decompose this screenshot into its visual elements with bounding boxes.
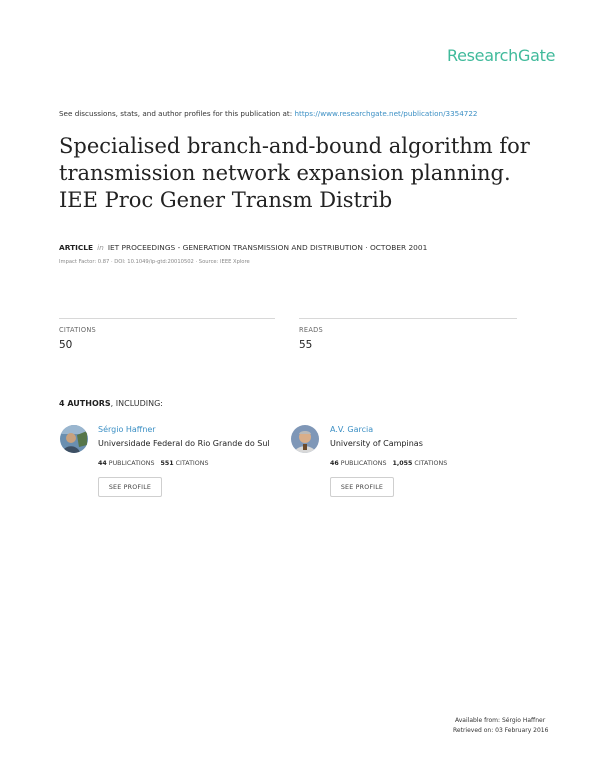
author-publications-count: 46: [330, 460, 339, 467]
impact-line: Impact Factor: 0.87 · DOI: 10.1049/ip-gtd:20010502 · Source: IEEE Xplore: [59, 259, 250, 265]
publication-venue: IET PROCEEDINGS - GENERATION TRANSMISSION AND DISTRIBUTION · OCTOBER 2001: [107, 243, 428, 252]
reads-label: READS: [299, 326, 324, 334]
publication-meta: [59, 243, 427, 252]
citations-label: CITATIONS: [59, 326, 97, 334]
author-citations-count: 551: [160, 460, 174, 467]
author-photo-icon: [291, 425, 319, 453]
in-label: in: [97, 243, 104, 252]
avatar[interactable]: [291, 425, 319, 453]
author-photo-icon: [60, 425, 88, 453]
author-name-link[interactable]: Sérgio Haffner: [98, 425, 156, 434]
publication-title: Specialised branch-and-bound algorithm for transmission network expansion planning. IEE Proc Gener Transm Distrib: [59, 134, 530, 212]
authors-count: 4 AUTHORS: [59, 399, 111, 408]
author-institution: Universidade Federal do Rio Grande do Sul: [98, 439, 270, 448]
reads-count: 55: [299, 339, 313, 351]
see-profile-button[interactable]: SEE PROFILE: [98, 477, 162, 497]
author-stats: [98, 460, 208, 467]
see-profile-button[interactable]: SEE PROFILE: [330, 477, 394, 497]
publication-type: ARTICLE: [59, 243, 94, 252]
author-publications-label: PUBLICATIONS: [340, 460, 387, 467]
authors-suffix: , INCLUDING:: [110, 399, 163, 408]
author-name-link[interactable]: A.V. Garcia: [330, 425, 374, 434]
publication-link[interactable]: https://www.researchgate.net/publication/3354722: [294, 109, 478, 118]
citations-count: 50: [59, 339, 73, 351]
author-citations-count: 1,055: [392, 460, 413, 467]
author-publications-label: PUBLICATIONS: [108, 460, 155, 467]
author-stats: [330, 460, 447, 467]
available-from: Available from: Sérgio Haffner: [455, 717, 546, 724]
discussion-text: See discussions, stats, and author profiles for this publication at:: [59, 109, 295, 118]
divider-reads: [299, 318, 517, 319]
avatar[interactable]: [60, 425, 88, 453]
author-citations-label: CITATIONS: [414, 460, 448, 467]
author-institution: University of Campinas: [330, 439, 423, 448]
retrieved-on: Retrieved on: 03 February 2016: [453, 727, 549, 734]
author-publications-count: 44: [98, 460, 107, 467]
author-citations-label: CITATIONS: [175, 460, 209, 467]
divider-citations: [59, 318, 275, 319]
researchgate-logo[interactable]: ResearchGate: [447, 46, 556, 65]
discussion-line: [59, 109, 478, 118]
authors-heading: [59, 399, 163, 408]
